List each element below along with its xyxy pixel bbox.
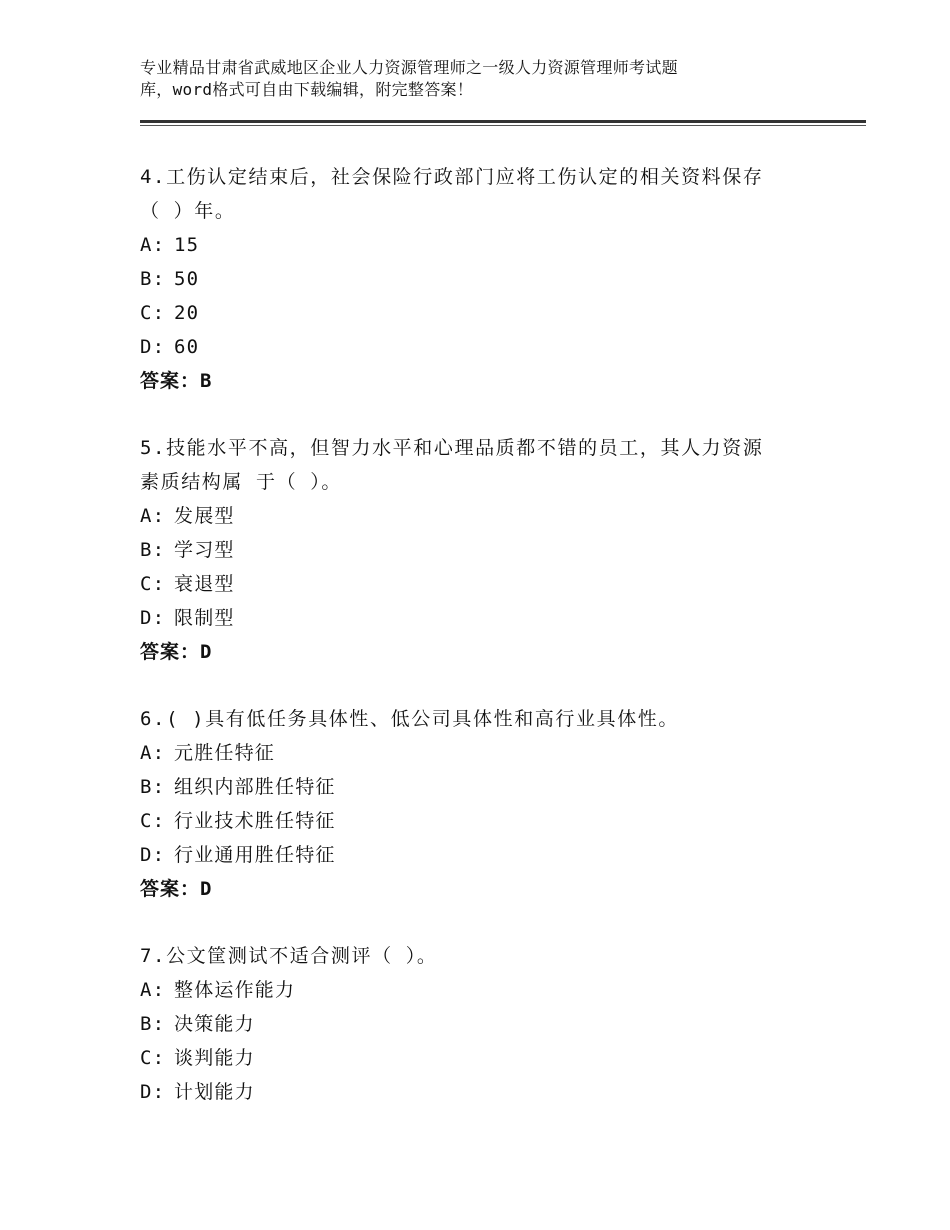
question-7	[140, 939, 840, 1109]
question-7-option-d	[140, 1075, 840, 1109]
question-6-text-line-1: 6.( )具有低任务具体性、低公司具体性和高行业具体性。	[140, 708, 679, 730]
question-7-option-a	[140, 973, 840, 1007]
question-5-option-b	[140, 533, 840, 567]
question-6	[140, 702, 840, 906]
option-key: A:	[140, 234, 166, 256]
option-key: C:	[140, 810, 166, 832]
option-key: A:	[140, 742, 166, 764]
question-6-option-d	[140, 838, 840, 872]
question-5	[140, 431, 840, 669]
option-key: D:	[140, 844, 166, 866]
option-text: 限制型	[174, 607, 235, 629]
option-key: B:	[140, 268, 166, 290]
question-6-answer: 答案：D	[140, 878, 213, 900]
option-text: 行业通用胜任特征	[174, 844, 336, 866]
question-4-text-line-2: （ ）年。	[140, 200, 236, 222]
question-list	[140, 160, 840, 1142]
option-text: 行业技术胜任特征	[174, 810, 336, 832]
option-key: B:	[140, 539, 166, 561]
option-text: 衰退型	[174, 573, 235, 595]
option-key: C:	[140, 1047, 166, 1069]
question-7-option-b	[140, 1007, 840, 1041]
question-4-answer: 答案：B	[140, 370, 213, 392]
option-key: D:	[140, 1081, 166, 1103]
question-4-option-a	[140, 228, 840, 262]
option-key: D:	[140, 607, 166, 629]
option-text: 元胜任特征	[174, 742, 276, 764]
question-6-option-a	[140, 736, 840, 770]
option-text: 组织内部胜任特征	[174, 776, 336, 798]
option-text: 学习型	[174, 539, 235, 561]
question-4-text-line-1: 4.工伤认定结束后，社会保险行政部门应将工伤认定的相关资料保存	[140, 166, 764, 188]
option-text: 发展型	[174, 505, 235, 527]
header-divider-thick	[140, 120, 866, 123]
question-7-text	[140, 939, 840, 973]
question-4-text	[140, 160, 840, 228]
question-5-option-c	[140, 567, 840, 601]
question-6-option-c	[140, 804, 840, 838]
option-key: C:	[140, 302, 166, 324]
option-key: C:	[140, 573, 166, 595]
header-title-line-1: 专业精品甘肃省武威地区企业人力资源管理师之一级人力资源管理师考试题	[140, 58, 678, 77]
option-text: 计划能力	[174, 1081, 255, 1103]
option-text: 谈判能力	[174, 1047, 255, 1069]
question-4-option-d	[140, 330, 840, 364]
option-text: 整体运作能力	[174, 979, 296, 1001]
question-5-answer: 答案：D	[140, 641, 213, 663]
question-5-option-a	[140, 499, 840, 533]
option-text: 60	[174, 336, 200, 358]
option-key: A:	[140, 979, 166, 1001]
question-7-text-line-1: 7.公文筐测试不适合测评（ ）。	[140, 945, 438, 967]
question-5-option-d	[140, 601, 840, 635]
option-text: 决策能力	[174, 1013, 255, 1035]
question-5-text	[140, 431, 840, 499]
document-header	[140, 57, 780, 101]
question-4-option-c	[140, 296, 840, 330]
option-text: 20	[174, 302, 200, 324]
question-7-option-c	[140, 1041, 840, 1075]
question-4-option-b	[140, 262, 840, 296]
option-key: A:	[140, 505, 166, 527]
header-divider-thin	[140, 125, 866, 126]
option-key: B:	[140, 1013, 166, 1035]
option-key: D:	[140, 336, 166, 358]
question-6-option-b	[140, 770, 840, 804]
question-6-text	[140, 702, 840, 736]
option-key: B:	[140, 776, 166, 798]
question-5-text-line-1: 5.技能水平不高，但智力水平和心理品质都不错的员工，其人力资源	[140, 437, 764, 459]
option-text: 15	[174, 234, 200, 256]
header-title-line-2: 库，word格式可自由下载编辑，附完整答案！	[140, 80, 474, 99]
question-4	[140, 160, 840, 398]
question-5-text-line-2: 素质结构属 于（ ）。	[140, 471, 342, 493]
option-text: 50	[174, 268, 200, 290]
